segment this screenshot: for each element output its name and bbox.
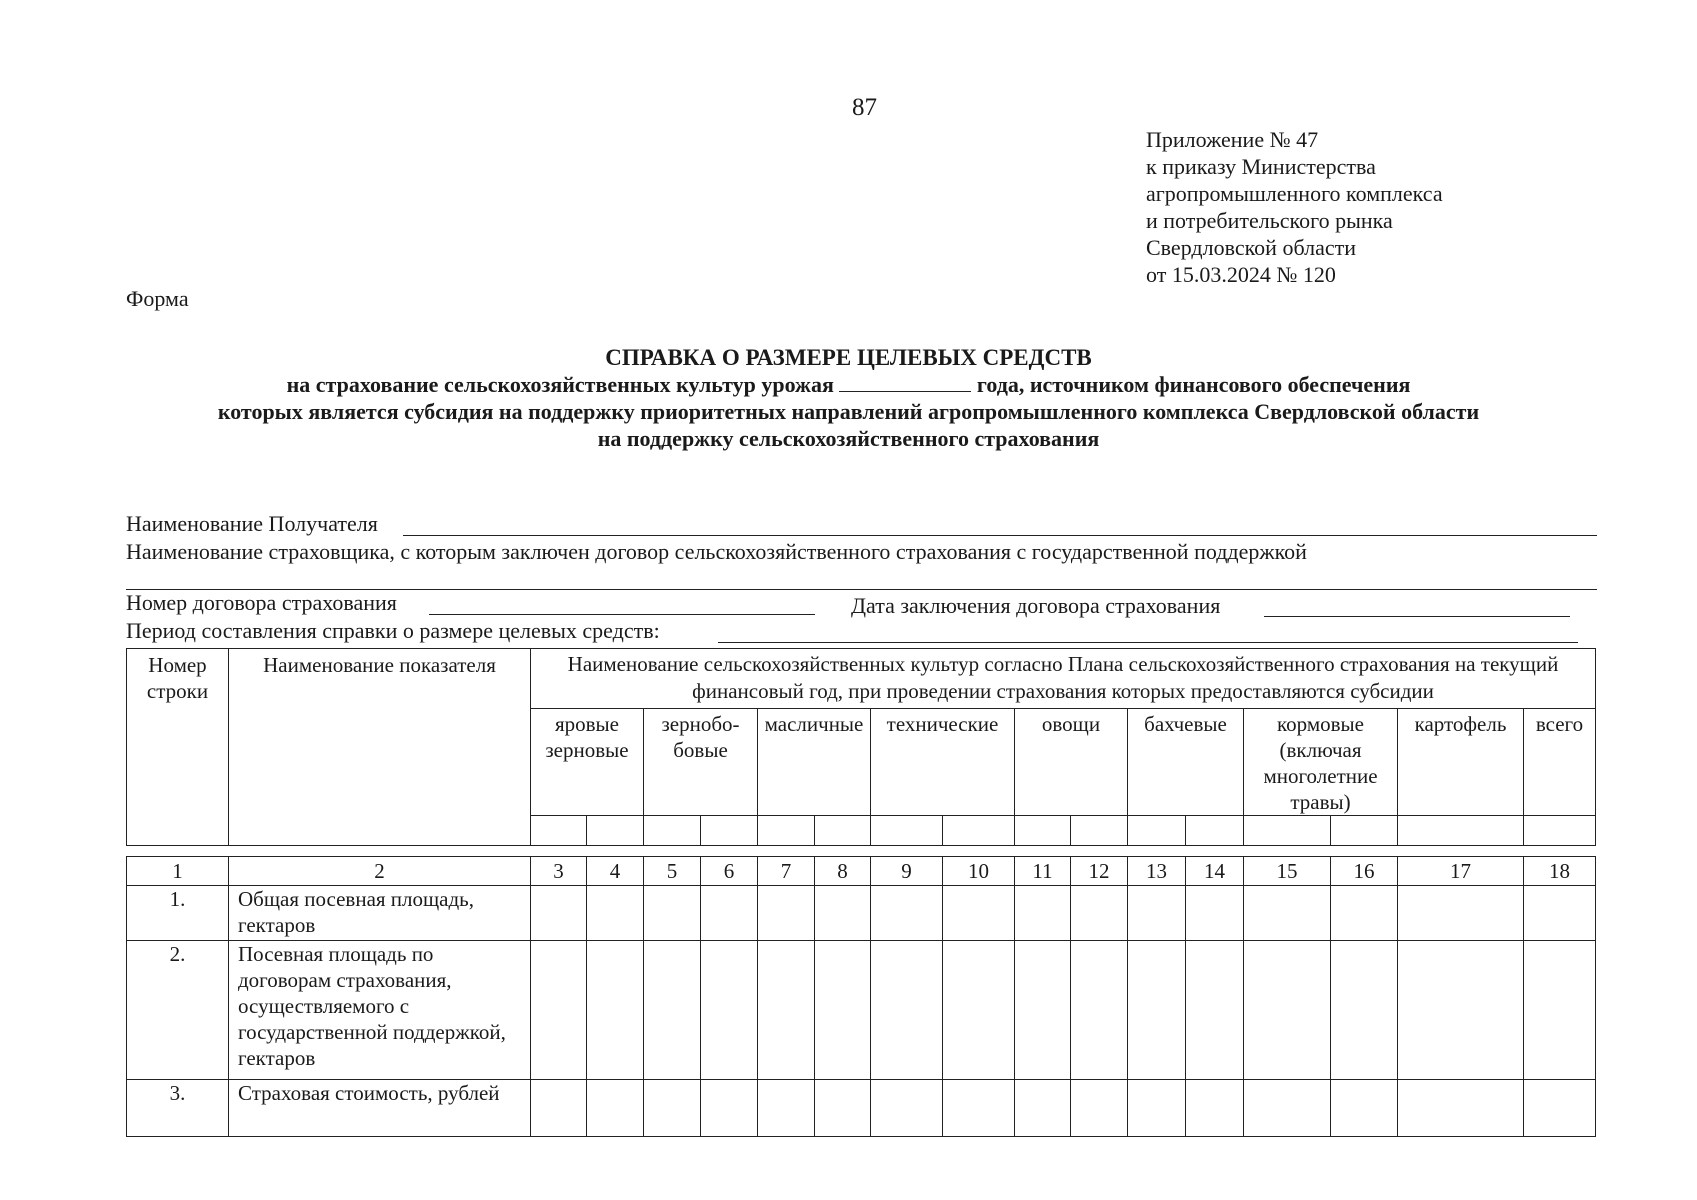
table-cell[interactable] <box>1128 886 1186 941</box>
col-header-row-number: Номер строки <box>127 649 229 846</box>
crop-header: масличные <box>758 709 871 816</box>
indicator-name: Страховая стоимость, рублей <box>229 1080 531 1137</box>
column-number: 1 <box>127 857 229 886</box>
column-number: 2 <box>229 857 531 886</box>
column-number: 12 <box>1071 857 1128 886</box>
table-cell[interactable] <box>1071 886 1128 941</box>
table-cell[interactable] <box>1244 941 1331 1080</box>
table-cell[interactable] <box>815 941 871 1080</box>
table-cell[interactable] <box>1524 941 1596 1080</box>
table-cell[interactable] <box>1244 1080 1331 1137</box>
crop-header: яровые зерновые <box>531 709 644 816</box>
table-cell[interactable] <box>1071 941 1128 1080</box>
table-cell[interactable] <box>815 1080 871 1137</box>
table-cell[interactable] <box>1524 816 1596 846</box>
crop-header: всего <box>1524 709 1596 816</box>
table-cell[interactable] <box>701 816 758 846</box>
indicator-name: Общая посевная площадь, гектаров <box>229 886 531 941</box>
column-number: 3 <box>531 857 587 886</box>
table-cell[interactable] <box>1015 941 1071 1080</box>
column-number: 13 <box>1128 857 1186 886</box>
table-cell[interactable] <box>871 941 943 1080</box>
appendix-line: к приказу Министерства <box>1146 154 1376 179</box>
table-cell[interactable] <box>587 1080 644 1137</box>
contract-number-field[interactable] <box>429 614 815 615</box>
appendix-reference <box>1146 126 1443 288</box>
column-number: 4 <box>587 857 644 886</box>
table-cell[interactable] <box>1398 886 1524 941</box>
appendix-line: агропромышленного комплекса <box>1146 181 1443 206</box>
appendix-line: от 15.03.2024 № 120 <box>1146 262 1336 287</box>
crop-header: технические <box>871 709 1015 816</box>
table-cell[interactable] <box>587 886 644 941</box>
table-cell[interactable] <box>644 1080 701 1137</box>
table-cell[interactable] <box>1186 886 1244 941</box>
table-cell[interactable] <box>943 816 1015 846</box>
col-header-indicator: Наименование показателя <box>229 649 531 846</box>
table-cell[interactable] <box>1071 816 1128 846</box>
appendix-line: и потребительского рынка <box>1146 208 1393 233</box>
table-cell[interactable] <box>531 816 587 846</box>
table-cell[interactable] <box>815 886 871 941</box>
contract-date-label: Дата заключения договора страхования <box>851 593 1221 618</box>
column-number: 18 <box>1524 857 1596 886</box>
form-label: Форма <box>126 286 189 311</box>
title-line: которых является субсидия на поддержку приоритетных направлений агропромышленного комплекса Свердловской области <box>217 399 1480 424</box>
row-number: 1. <box>127 886 229 941</box>
table-cell[interactable] <box>1128 941 1186 1080</box>
table-cell[interactable] <box>1331 941 1398 1080</box>
table-cell[interactable] <box>1071 1080 1128 1137</box>
column-number: 9 <box>871 857 943 886</box>
table-cell[interactable] <box>701 941 758 1080</box>
recipient-field[interactable] <box>403 535 1597 536</box>
page-number: 87 <box>852 94 877 121</box>
table-cell[interactable] <box>871 1080 943 1137</box>
contract-number-label: Номер договора страхования <box>126 590 397 615</box>
table-row <box>127 1080 1596 1137</box>
table-cell[interactable] <box>815 816 871 846</box>
crop-header: овощи <box>1015 709 1128 816</box>
table-cell[interactable] <box>1524 1080 1596 1137</box>
table-cell[interactable] <box>758 816 815 846</box>
table-cell[interactable] <box>1331 1080 1398 1137</box>
crop-header: бахчевые <box>1128 709 1244 816</box>
harvest-year-blank[interactable] <box>839 373 971 392</box>
crops-group-header: Наименование сельскохозяйственных культур согласно Плана сельскохозяйственного страхования на текущий финансовый год, при проведении страхования которых предоставляются субсидии <box>531 649 1596 709</box>
indicator-name: Посевная площадь по договорам страхования, осуществляемого с государственной поддержкой, гектаров <box>229 941 531 1080</box>
title-line <box>100 371 1597 398</box>
table-cell[interactable] <box>1524 886 1596 941</box>
table-cell[interactable] <box>701 886 758 941</box>
table-cell[interactable] <box>1331 816 1398 846</box>
row-number: 2. <box>127 941 229 1080</box>
column-number: 14 <box>1186 857 1244 886</box>
title-line: на поддержку сельскохозяйственного страхования <box>597 426 1100 451</box>
crop-header: зернобо-бовые <box>644 709 758 816</box>
table-cell[interactable] <box>1015 1080 1071 1137</box>
table-row <box>127 886 1596 941</box>
table-cell[interactable] <box>644 886 701 941</box>
column-number: 16 <box>1331 857 1398 886</box>
recipient-label: Наименование Получателя <box>126 511 378 536</box>
appendix-line: Свердловской области <box>1146 235 1356 260</box>
table-cell[interactable] <box>943 941 1015 1080</box>
document-title <box>100 344 1597 452</box>
table-row <box>127 941 1596 1080</box>
table-cell[interactable] <box>587 941 644 1080</box>
crop-header: картофель <box>1398 709 1524 816</box>
table-cell[interactable] <box>943 886 1015 941</box>
column-number: 5 <box>644 857 701 886</box>
contract-date-field[interactable] <box>1264 616 1570 617</box>
table-cell[interactable] <box>644 941 701 1080</box>
table-cell[interactable] <box>943 1080 1015 1137</box>
table-cell[interactable] <box>1128 1080 1186 1137</box>
column-number: 10 <box>943 857 1015 886</box>
appendix-line: Приложение № 47 <box>1146 127 1319 152</box>
table-cell[interactable] <box>587 816 644 846</box>
table-cell[interactable] <box>758 886 815 941</box>
table-cell[interactable] <box>644 816 701 846</box>
insurer-label: Наименование страховщика, с которым заключен договор сельскохозяйственного страхования с государственной поддержкой <box>126 539 1307 564</box>
table-cell[interactable] <box>1331 886 1398 941</box>
table-cell[interactable] <box>1015 886 1071 941</box>
table-cell[interactable] <box>1244 816 1331 846</box>
table-cell[interactable] <box>871 886 943 941</box>
target-funds-table <box>126 648 1596 1137</box>
period-label: Период составления справки о размере целевых средств: <box>126 618 660 643</box>
table-cell[interactable] <box>758 941 815 1080</box>
table-cell[interactable] <box>1244 886 1331 941</box>
table-cell[interactable] <box>1398 1080 1524 1137</box>
title-line: СПРАВКА О РАЗМЕРЕ ЦЕЛЕВЫХ СРЕДСТВ <box>605 345 1092 370</box>
table-cell[interactable] <box>1015 816 1071 846</box>
table-cell[interactable] <box>1186 816 1244 846</box>
table-cell[interactable] <box>531 886 587 941</box>
crop-header: кормовые (включая многолетние травы) <box>1244 709 1398 816</box>
table-cell[interactable] <box>701 1080 758 1137</box>
table-cell[interactable] <box>871 816 943 846</box>
table-cell[interactable] <box>1398 941 1524 1080</box>
table-cell[interactable] <box>531 1080 587 1137</box>
table-cell[interactable] <box>1186 941 1244 1080</box>
column-number: 17 <box>1398 857 1524 886</box>
column-number: 8 <box>815 857 871 886</box>
row-number: 3. <box>127 1080 229 1137</box>
table-cell[interactable] <box>1186 1080 1244 1137</box>
title-text: года, источником финансового обеспечения <box>976 372 1411 397</box>
table-cell[interactable] <box>758 1080 815 1137</box>
column-number: 7 <box>758 857 815 886</box>
column-number: 15 <box>1244 857 1331 886</box>
table-cell[interactable] <box>531 941 587 1080</box>
table-cell[interactable] <box>1128 816 1186 846</box>
title-text: на страхование сельскохозяйственных культур урожая <box>286 372 834 397</box>
period-field[interactable] <box>718 642 1578 643</box>
column-number: 11 <box>1015 857 1071 886</box>
column-number: 6 <box>701 857 758 886</box>
table-cell[interactable] <box>1398 816 1524 846</box>
